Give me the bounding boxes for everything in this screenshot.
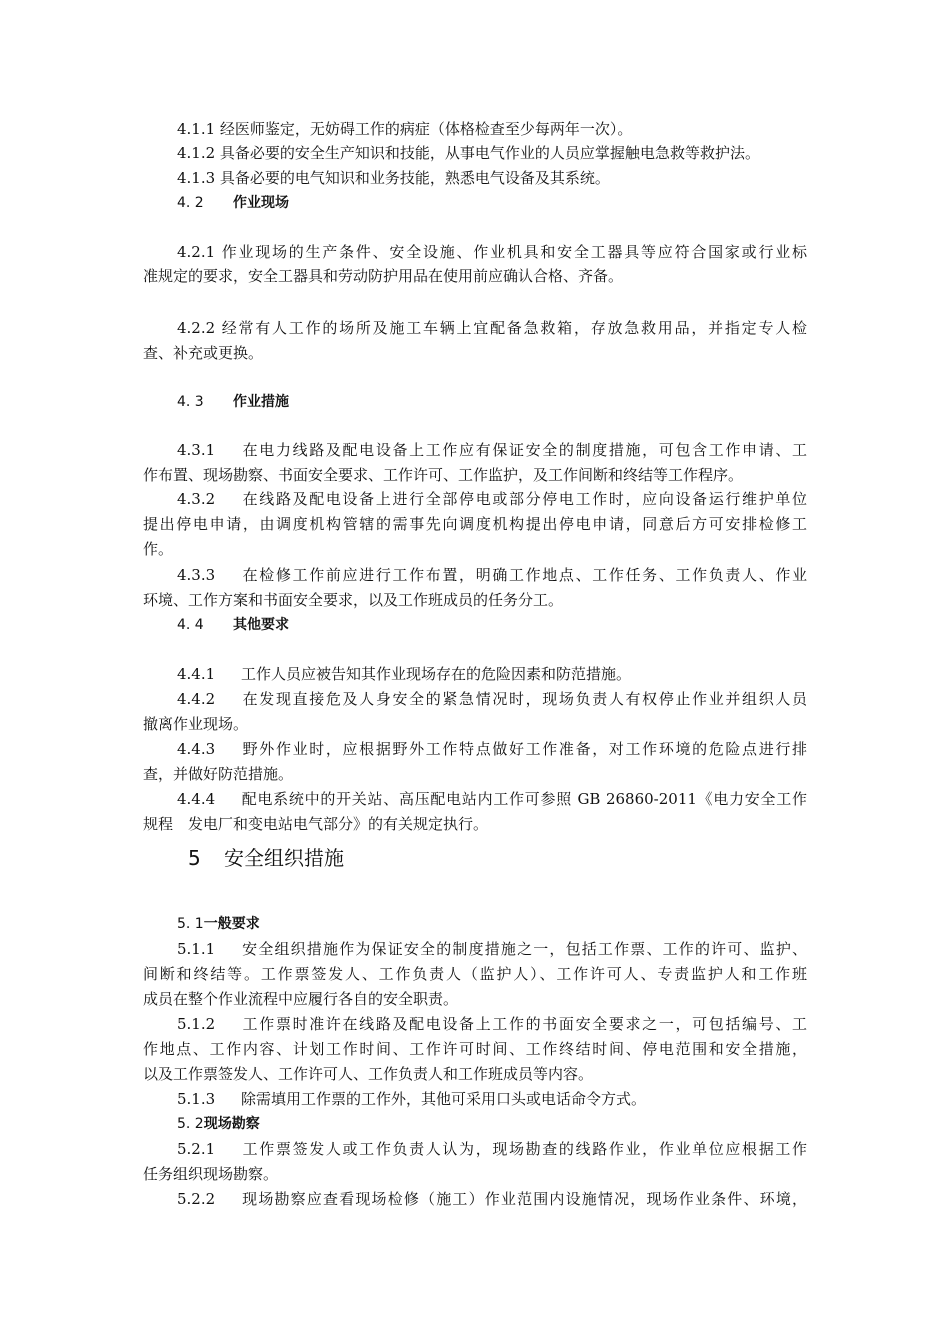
section-number: 4. 2 bbox=[177, 195, 204, 211]
clause-text: 在电力线路及配电设备上工作应有保证安全的制度措施，可包含工作申请、工 bbox=[241, 441, 807, 459]
section-4-4-heading bbox=[177, 613, 289, 637]
section-4-3-heading bbox=[177, 390, 289, 414]
section-number: 5. 2 bbox=[177, 1116, 204, 1132]
clause-4-3-2-line-2: 提出停电申请，由调度机构管辖的需事先向调度机构提出停电申请，同意后方可安排检修工 bbox=[143, 515, 807, 533]
clause-5-1-1-line-1 bbox=[177, 937, 807, 961]
clause-4-2-1-line-1: 4.2.1 作业现场的生产条件、安全设施、作业机具和安全工器具等应符合国家或行业标 bbox=[177, 243, 807, 261]
section-number: 4. 3 bbox=[177, 394, 204, 410]
clause-5-1-2-line-2: 作地点、工作内容、计划工作时间、工作许可时间、工作终结时间、停电范围和安全措施， bbox=[143, 1040, 807, 1058]
clause-text: 野外作业时，应根据野外工作特点做好工作准备，对工作环境的危险点进行排 bbox=[241, 740, 807, 758]
clause-5-1-1-line-2: 间断和终结等。工作票签发人、工作负责人（监护人）、工作许可人、专责监护人和工作班 bbox=[143, 965, 807, 983]
clause-5-1-1-line-3: 成员在整个作业流程中应履行各自的安全职责。 bbox=[143, 990, 459, 1008]
clause-text: 在发现直接危及人身安全的紧急情况时，现场负责人有权停止作业并组织人员 bbox=[241, 690, 807, 708]
clause-text: 除需填用工作票的工作外，其他可采用口头或电话命令方式。 bbox=[241, 1090, 647, 1108]
clause-4-3-3-line-1 bbox=[177, 563, 807, 587]
clause-4-4-2-line-2: 撤离作业现场。 bbox=[143, 715, 249, 733]
clause-4-1-1: 4.1.1 经医师鉴定，无妨碍工作的病症（体格检查至少每两年一次）。 bbox=[177, 120, 633, 138]
section-4-2-heading bbox=[177, 191, 289, 215]
clause-4-2-2-line-1: 4.2.2 经常有人工作的场所及施工车辆上宜配备急救箱，存放急救用品，并指定专人检 bbox=[177, 319, 807, 337]
clause-4-3-1-line-1 bbox=[177, 438, 807, 462]
clause-number: 4.3.2 bbox=[177, 490, 216, 508]
chapter-5-heading bbox=[188, 843, 344, 873]
clause-number: 4.3.3 bbox=[177, 566, 216, 584]
clause-text: 配电系统中的开关站、高压配电站内工作可参照 GB 26860-2011《电力安全工作 bbox=[241, 790, 807, 808]
section-number: 5. 1 bbox=[177, 916, 204, 932]
clause-text: 工作人员应被告知其作业现场存在的危险因素和防范措施。 bbox=[241, 665, 632, 683]
clause-5-1-2-line-1 bbox=[177, 1012, 807, 1036]
clause-5-1-2-line-3: 以及工作票签发人、工作许可人、工作负责人和工作班成员等内容。 bbox=[143, 1065, 594, 1083]
chapter-number: 5 bbox=[188, 846, 201, 870]
clause-4-4-2-line-1 bbox=[177, 687, 807, 711]
clause-4-3-3-line-2: 环境、工作方案和书面安全要求，以及工作班成员的任务分工。 bbox=[143, 591, 564, 609]
clause-text: 工作票签发人或工作负责人认为，现场勘查的线路作业，作业单位应根据工作 bbox=[241, 1140, 807, 1158]
clause-4-3-2-line-3: 作。 bbox=[143, 540, 174, 558]
section-title: 一般要求 bbox=[203, 916, 260, 932]
clause-5-2-2-line-1 bbox=[177, 1187, 807, 1211]
clause-4-4-1-line-1 bbox=[177, 662, 807, 686]
clause-4-1-3: 4.1.3 具备必要的电气知识和业务技能，熟悉电气设备及其系统。 bbox=[177, 169, 610, 187]
clause-text: 在线路及配电设备上进行全部停电或部分停电工作时，应向设备运行维护单位 bbox=[241, 490, 807, 508]
clause-text: 在检修工作前应进行工作布置，明确工作地点、工作任务、工作负责人、作业 bbox=[241, 566, 807, 584]
chapter-title: 安全组织措施 bbox=[224, 846, 344, 870]
section-number: 4. 4 bbox=[177, 617, 204, 633]
clause-number: 5.2.2 bbox=[177, 1190, 216, 1208]
clause-5-2-1-line-1 bbox=[177, 1137, 807, 1161]
clause-4-3-2-line-1 bbox=[177, 487, 807, 511]
section-5-1-heading bbox=[177, 912, 260, 936]
section-5-2-heading bbox=[177, 1112, 260, 1136]
clause-text: 工作票时准许在线路及配电设备上工作的书面安全要求之一，可包括编号、工 bbox=[241, 1015, 807, 1033]
clause-number: 4.4.4 bbox=[177, 790, 216, 808]
clause-number: 4.4.1 bbox=[177, 665, 216, 683]
clause-number: 5.1.2 bbox=[177, 1015, 216, 1033]
clause-4-4-4-line-1 bbox=[177, 787, 807, 811]
clause-4-4-4-line-2: 规程 发电厂和变电站电气部分》的有关规定执行。 bbox=[143, 815, 489, 833]
clause-4-2-1-line-2: 准规定的要求，安全工器具和劳动防护用品在使用前应确认合格、齐备。 bbox=[143, 267, 624, 285]
clause-text: 现场勘察应查看现场检修（施工）作业范围内设施情况，现场作业条件、环境， bbox=[241, 1190, 807, 1208]
clause-number: 5.1.1 bbox=[177, 940, 216, 958]
clause-number: 5.1.3 bbox=[177, 1090, 216, 1108]
clause-4-3-1-line-2: 作布置、现场勘察、书面安全要求、工作许可、工作监护，及工作间断和终结等工作程序。 bbox=[143, 466, 744, 484]
clause-number: 4.4.2 bbox=[177, 690, 216, 708]
clause-4-4-3-line-2: 查，并做好防范措施。 bbox=[143, 765, 294, 783]
section-title: 作业现场 bbox=[233, 195, 289, 211]
section-title: 现场勘察 bbox=[203, 1116, 260, 1132]
clause-4-2-2-line-2: 查、补充或更换。 bbox=[143, 344, 264, 362]
clause-5-1-3-line-1 bbox=[177, 1087, 807, 1111]
clause-text: 安全组织措施作为保证安全的制度措施之一，包括工作票、工作的许可、监护、 bbox=[241, 940, 807, 958]
clause-number: 5.2.1 bbox=[177, 1140, 216, 1158]
section-title: 作业措施 bbox=[233, 394, 289, 410]
clause-4-4-3-line-1 bbox=[177, 737, 807, 761]
clause-number: 4.4.3 bbox=[177, 740, 216, 758]
clause-5-2-1-line-2: 任务组织现场勘察。 bbox=[143, 1165, 279, 1183]
clause-4-1-2: 4.1.2 具备必要的安全生产知识和技能，从事电气作业的人员应掌握触电急救等救护法。 bbox=[177, 144, 760, 162]
clause-number: 4.3.1 bbox=[177, 441, 216, 459]
section-title: 其他要求 bbox=[233, 617, 289, 633]
